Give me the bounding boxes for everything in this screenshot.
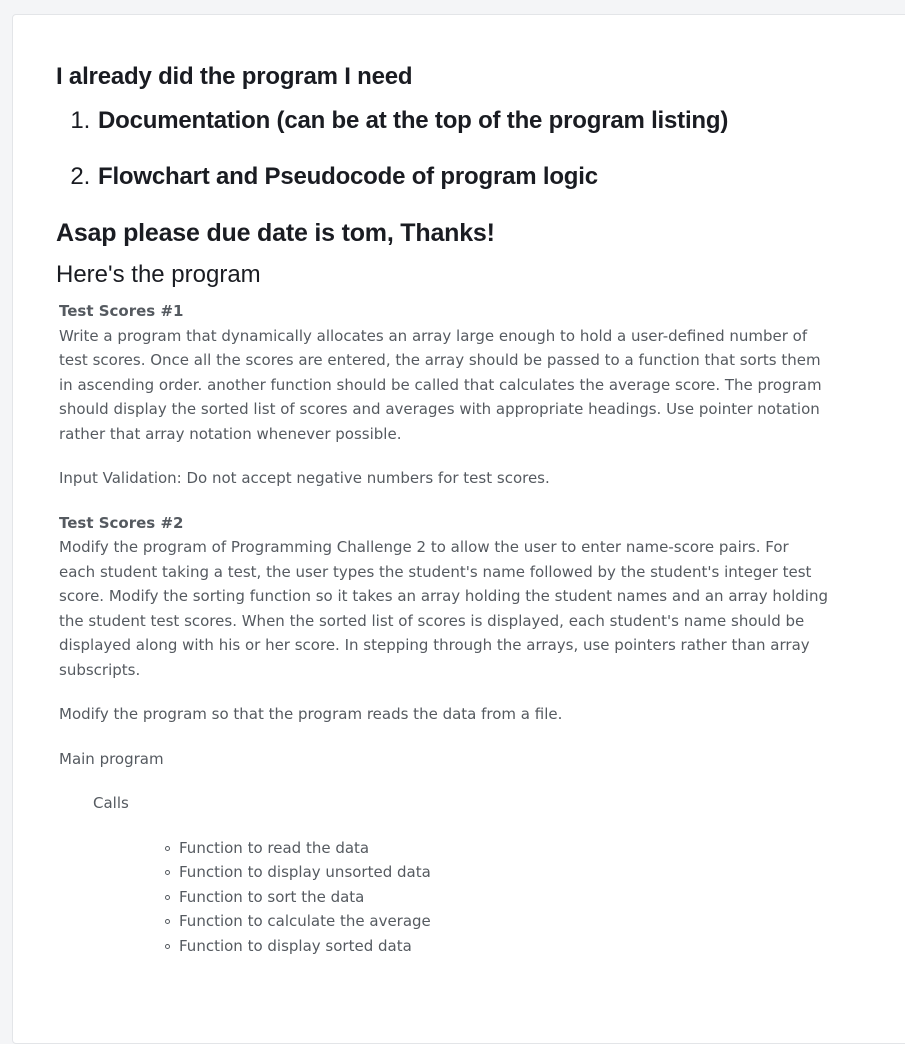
list-item: Function to sort the data [165,885,829,910]
main-program-label: Main program [59,749,164,768]
section2-title: Test Scores #2 [59,513,184,532]
validation-text: Input Validation: Do not accept negative numbers for test scores. [59,469,550,487]
section2-body: Modify the program of Programming Challenge 2 to allow the user to enter name-score pairs. For each student taking a test, the user types the student's name followed by the student's integer test score. Modify the sorting function so it takes an array holding the student names and an array holding the student test scores. When the sorted list of scores is displayed, each student's name should be displayed along with his or her score. In stepping through the arrays, use pointers rather than array subscripts. [59,538,828,679]
question-card [12,14,905,1044]
circle-bullet-icon [165,944,170,949]
calls-label: Calls [93,794,129,812]
file-note: Modify the program so that the program reads the data from a file. [59,705,563,723]
assignment-text [59,299,829,958]
list-item: Function to display unsorted data [165,860,829,885]
circle-bullet-icon [165,846,170,851]
circle-bullet-icon [165,895,170,900]
question-content [56,61,876,958]
circle-bullet-icon [165,870,170,875]
function-list [59,836,829,959]
section1-body: Write a program that dynamically allocates an array large enough to hold a user-defined number of test scores. Once all the scores are entered, the array should be passed to a function that sorts them in ascending order. another function should be called that calculates the average score. The program should display the sorted list of scores and averages with appropriate headings. Use pointer notation rather that array notation whenever possible. [59,326,822,443]
needs-list [56,105,876,193]
list-item: Function to read the data [165,836,829,861]
list-item: Function to display sorted data [165,934,829,959]
intro-heading: I already did the program I need [56,63,413,90]
circle-bullet-icon [165,919,170,924]
needs-item-documentation: 1. Documentation (can be at the top of the program listing) [97,105,876,137]
program-heading: Here's the program [56,261,261,288]
section1-title: Test Scores #1 [59,302,184,320]
list-item: Function to calculate the average [165,909,829,934]
urgent-heading: Asap please due date is tom, Thanks! [56,219,495,247]
needs-item-flowchart: 2. Flowchart and Pseudocode of program logic [97,161,876,193]
